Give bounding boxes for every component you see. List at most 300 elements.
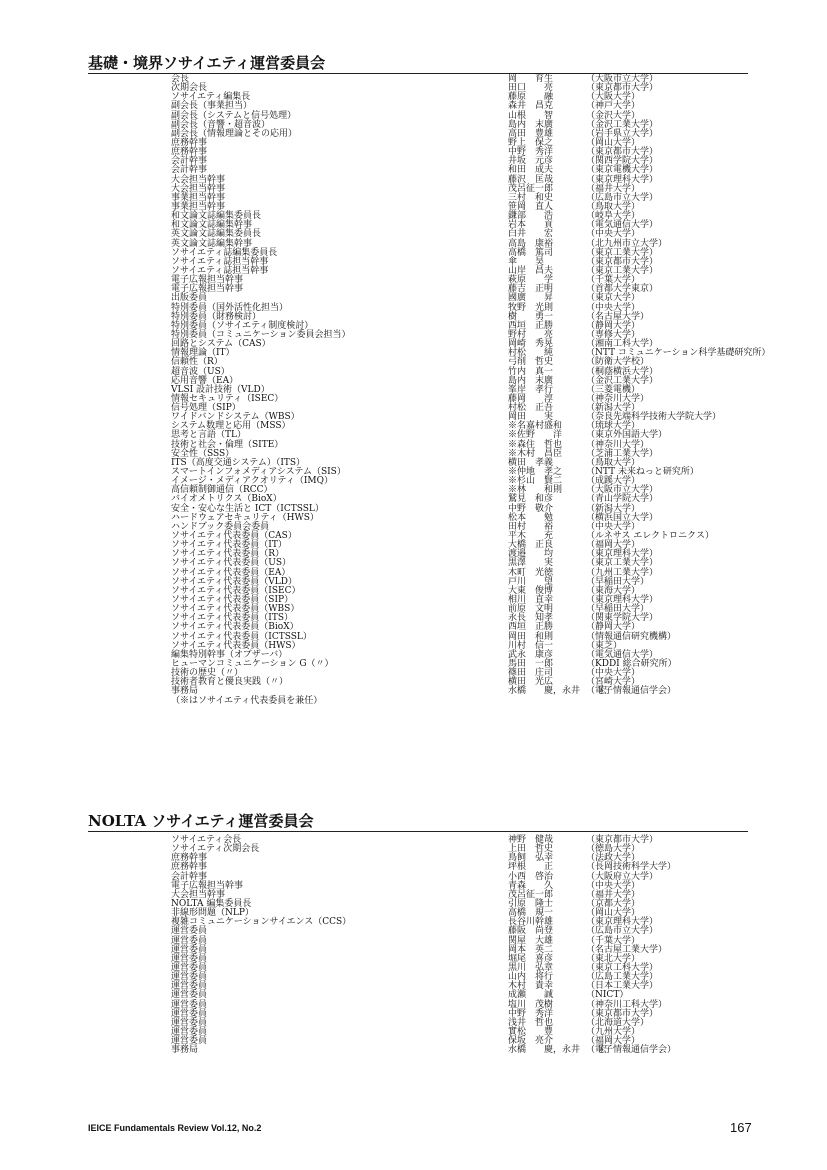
role-label: 庶務幹事 — [171, 147, 208, 158]
member-name: 和田 成夫 — [508, 165, 554, 176]
role-label: VLSI 設計技術（VLD） — [171, 384, 270, 395]
roster-row — [0, 304, 827, 313]
affiliation-label: （神奈川工科大学） — [586, 999, 668, 1010]
affiliation-label: （九州大学） — [586, 1026, 641, 1037]
roster-row — [0, 891, 827, 900]
role-label: ソサイエティ代表委員（ICTSSL） — [171, 631, 312, 642]
affiliation-label: （防衛大学校） — [586, 357, 650, 368]
affiliation-label: （芝浦工業大学） — [586, 448, 659, 459]
role-label: 会計幹事 — [171, 871, 208, 882]
affiliation-label: （東京工業大学） — [586, 265, 659, 276]
roster-row — [0, 541, 827, 550]
role-label: 特別委員（財務検討） — [171, 311, 262, 322]
member-name: 木村 貴幸 — [508, 981, 554, 992]
role-label: 運営委員 — [171, 972, 208, 983]
affiliation-label: （金沢工業大学） — [586, 119, 659, 130]
member-name: 山岸 昌夫 — [508, 265, 554, 276]
role-label: 運営委員 — [171, 962, 208, 973]
affiliation-label: （横浜国立大学） — [586, 512, 659, 523]
role-label: ソサイエティ代表委員（R） — [171, 549, 285, 560]
affiliation-label: （神奈川大学） — [586, 393, 650, 404]
role-label: ソサイエティ代表委員（ISEC） — [171, 585, 301, 596]
roster-nolta — [0, 836, 827, 1055]
role-label: 副会長（音響・超音波） — [171, 119, 271, 130]
roster-row — [0, 569, 827, 578]
roster-row — [0, 368, 827, 377]
role-label: 運営委員 — [171, 926, 208, 937]
member-name: 村松 正吾 — [508, 403, 554, 414]
roster-row — [0, 358, 827, 367]
roster-row — [0, 121, 827, 130]
roster-row — [0, 230, 827, 239]
member-name: 神野 健哉 — [508, 835, 554, 845]
affiliation-label: （東京理科大学） — [586, 917, 659, 928]
role-label: ITS（高度交通システム）（ITS） — [171, 457, 306, 468]
roster-row — [0, 873, 827, 882]
role-label: 副会長（事業担当） — [171, 101, 253, 112]
member-name: 前原 文明 — [508, 604, 554, 615]
roster-row — [0, 422, 827, 431]
roster-row — [0, 294, 827, 303]
roster-row — [0, 139, 827, 148]
roster-row — [0, 130, 827, 139]
roster-row — [0, 285, 827, 294]
affiliation-label: （宮崎大学） — [586, 677, 641, 688]
role-label: 会計幹事 — [171, 165, 208, 176]
affiliation-label: （大阪市立大学） — [586, 485, 659, 496]
member-name: 萩原 学 — [508, 275, 554, 286]
role-label: ソサイエティ代表委員（BioX） — [171, 622, 299, 633]
member-name: 田村 裕 — [508, 521, 554, 532]
affiliation-label: （湘南工科大学） — [586, 339, 659, 350]
affiliation-label: （鳥取大学） — [586, 457, 641, 468]
affiliation-label: （大阪府立大学） — [586, 871, 659, 882]
affiliation-label: （広島市立大学） — [586, 926, 659, 937]
member-name: ※林 和則 — [508, 485, 563, 496]
member-name: 黒澤 実 — [508, 558, 554, 569]
member-name: 平木 充 — [508, 531, 554, 542]
roster-row — [0, 1010, 827, 1019]
role-label: イメージ・メディアクオリティ（IMQ） — [171, 476, 333, 487]
roster-row — [0, 495, 827, 504]
roster-row — [0, 486, 827, 495]
member-name: 横田 孝義 — [508, 457, 554, 468]
member-name: 成瀬 誠 — [508, 990, 554, 1001]
affiliation-label: （福岡大学） — [586, 540, 641, 551]
member-name: 岡本 英二 — [508, 944, 554, 955]
role-label: 特別委員（ソサイエティ制度検討） — [171, 320, 314, 331]
roster-row — [0, 468, 827, 477]
role-label: 技術者教育と優良実践（〃） — [171, 677, 289, 688]
roster-row — [0, 1037, 827, 1046]
role-label: 運営委員 — [171, 999, 208, 1010]
affiliation-label: （ルネサス エレクトロニクス） — [586, 531, 714, 542]
member-name: 鳥飼 弘幸 — [508, 853, 554, 864]
role-label: ソサイエティ代表委員（HWS） — [171, 640, 301, 651]
member-name: 高島 康裕 — [508, 238, 554, 249]
role-label: （※はソサイエティ代表委員を兼任） — [171, 695, 323, 706]
role-label: 事務局 — [171, 1045, 199, 1056]
member-name: 島内 末廣 — [508, 119, 554, 130]
role-label: 情報セキュリティ（ISEC） — [171, 393, 284, 404]
page-number: 167 — [730, 1120, 752, 1135]
affiliation-label: （東芝） — [586, 640, 623, 651]
role-label: ソサイエティ誌担当幹事 — [171, 256, 269, 267]
affiliation-label: （早稲田大学） — [586, 576, 650, 587]
affiliation-label: （神戸大学） — [586, 101, 641, 112]
role-label: 出版委員 — [171, 293, 208, 304]
roster-row — [0, 441, 827, 450]
member-name: 鎌部 浩 — [508, 211, 554, 222]
affiliation-label: （成蹊大学） — [586, 476, 641, 487]
member-name: 戸川 望 — [508, 576, 554, 587]
roster-row — [0, 651, 827, 660]
role-label: 大会担当幹事 — [171, 174, 226, 185]
affiliation-label: （東京理科大学） — [586, 595, 659, 606]
roster-row — [0, 1001, 827, 1010]
roster-row — [0, 532, 827, 541]
member-name: 岡崎 秀晃 — [508, 339, 554, 350]
roster-row — [0, 148, 827, 157]
roster-row — [0, 927, 827, 936]
affiliation-label: （NTT コミュニケーション科学基礎研究所） — [586, 348, 771, 359]
member-name: 笹岡 直人 — [508, 201, 554, 212]
member-name: 塩川 茂樹 — [508, 999, 554, 1010]
roster-row — [0, 854, 827, 863]
role-label: 運営委員 — [171, 981, 208, 992]
member-name: 岩本 貢 — [508, 220, 554, 231]
role-label: 回路とシステム（CAS） — [171, 339, 271, 350]
roster-row — [0, 614, 827, 623]
member-name: 森井 昌克 — [508, 101, 554, 112]
role-label: 運営委員 — [171, 990, 208, 1001]
affiliation-label: （電子情報通信学会） — [586, 686, 677, 697]
role-label: 庶務幹事 — [171, 853, 208, 864]
roster-row — [0, 863, 827, 872]
member-name: 保坂 亮介 — [508, 1036, 554, 1047]
member-name: 島内 末廣 — [508, 375, 554, 386]
role-label: 編集特別幹事（オブザーバ） — [171, 649, 288, 660]
role-label: 事業担当幹事 — [171, 201, 226, 212]
role-label: バイオメトリクス（BioX） — [171, 494, 282, 505]
roster-row — [0, 84, 827, 93]
member-name: 渡邉 均 — [508, 549, 554, 560]
role-label: 大会担当幹事 — [171, 183, 226, 194]
roster-row — [0, 377, 827, 386]
roster-row — [0, 194, 827, 203]
roster-row — [0, 450, 827, 459]
section-title-nolta: NOLTA ソサイエティ運営委員会 — [88, 812, 748, 832]
roster-row — [0, 991, 827, 1000]
role-label: ソサイエティ代表委員（VLD） — [171, 576, 297, 587]
member-name: 中野 秀洋 — [508, 147, 554, 158]
role-label: 次期会長 — [171, 83, 208, 94]
member-name: 水橋 慶，永井 宏 — [508, 1045, 608, 1056]
affiliation-label: （千葉大学） — [586, 935, 641, 946]
role-label: NOLTA 編集委員長 — [171, 898, 252, 909]
affiliation-label: （新潟大学） — [586, 403, 641, 414]
roster-row — [0, 964, 827, 973]
roster-row — [0, 633, 827, 642]
role-label: 会計幹事 — [171, 156, 208, 167]
affiliation-label: （東京工業大学） — [586, 558, 659, 569]
affiliation-label: （広島工業大学） — [586, 972, 659, 983]
role-label: 運営委員 — [171, 944, 208, 955]
member-name: 弓削 哲史 — [508, 357, 554, 368]
role-label: 会長 — [171, 74, 190, 84]
member-name: 藤阪 尚登 — [508, 926, 554, 937]
roster-row — [0, 313, 827, 322]
roster-row — [0, 836, 827, 845]
roster-row — [0, 882, 827, 891]
member-name: 高田 豊雄 — [508, 128, 554, 139]
affiliation-label: （金沢大学） — [586, 110, 641, 121]
member-name: 大橋 正良 — [508, 540, 554, 551]
member-name: 水橋 慶，永井 宏 — [508, 686, 608, 697]
member-name: ※杉山 賢二 — [508, 476, 563, 487]
member-name: 西垣 正勝 — [508, 320, 554, 331]
role-label: ソサイエティ次期会長 — [171, 844, 260, 855]
role-label: ソサイエティ代表委員（ITS） — [171, 613, 294, 624]
roster-row — [0, 75, 827, 84]
affiliation-label: （東京都市大学） — [586, 147, 659, 158]
role-label: 非線形問題（NLP） — [171, 908, 254, 919]
affiliation-label: （東京工業大学） — [586, 247, 659, 258]
role-label: ワイドバンドシステム（WBS） — [171, 412, 300, 423]
roster-row — [0, 687, 827, 696]
role-label: 副会長（情報理論とその応用） — [171, 128, 298, 139]
roster-row — [0, 157, 827, 166]
affiliation-label: （東京工科大学） — [586, 962, 659, 973]
member-name: 長谷川幹雄 — [508, 917, 554, 928]
roster-row — [0, 973, 827, 982]
role-label: 庶務幹事 — [171, 137, 208, 148]
member-name: 實松 豊 — [508, 1026, 554, 1037]
member-name: 馬田 一郎 — [508, 659, 554, 669]
member-name: 岡 育生 — [508, 74, 554, 84]
affiliation-label: （中央大学） — [586, 880, 641, 891]
affiliation-label: （東北大学） — [586, 953, 641, 964]
member-name: 鷲見 和彦 — [508, 494, 554, 505]
member-name: ※仲地 孝之 — [508, 467, 563, 478]
member-name: ※佐野 洋 — [508, 430, 563, 441]
roster-row — [0, 1019, 827, 1028]
affiliation-label: （桐蔭横浜大学） — [586, 366, 659, 377]
role-label: 電子広報担当幹事 — [171, 880, 244, 891]
member-name: 相川 直幸 — [508, 595, 554, 606]
affiliation-label: （東京都市大学） — [586, 83, 659, 94]
affiliation-label: （北九州市立大学） — [586, 238, 668, 249]
role-label: ソサイエティ誌編集委員長 — [171, 247, 278, 258]
member-name: 藤原 融 — [508, 92, 554, 103]
affiliation-label: （東京都市大学） — [586, 835, 659, 845]
roster-row — [0, 678, 827, 687]
member-name: 高橋 規一 — [508, 908, 554, 919]
affiliation-label: （九州工業大学） — [586, 567, 659, 578]
roster-row — [0, 386, 827, 395]
roster-row — [0, 1046, 827, 1055]
role-label: 安全・安心な生活と ICT（ICTSSL） — [171, 503, 324, 514]
role-label: 超音波（US） — [171, 366, 230, 377]
roster-row — [0, 203, 827, 212]
member-name: 竹内 真一 — [508, 366, 554, 377]
roster-fundamentals — [0, 75, 827, 706]
member-name: 白井 宏 — [508, 229, 554, 240]
roster-row — [0, 249, 827, 258]
role-label: 庶務幹事 — [171, 862, 208, 873]
role-label: ソサイエティ編集長 — [171, 92, 251, 103]
affiliation-label: （東海大学） — [586, 585, 641, 596]
member-name: 茂呂征一郎 — [508, 183, 554, 194]
member-name: ※森住 哲也 — [508, 439, 563, 450]
member-name: 岡田 和則 — [508, 631, 554, 642]
roster-row — [0, 559, 827, 568]
roster-row — [0, 505, 827, 514]
affiliation-label: （東京外国語大学） — [586, 430, 668, 441]
role-label: 運営委員 — [171, 1008, 208, 1019]
affiliation-label: （関西学院大学） — [586, 156, 659, 167]
roster-row — [0, 221, 827, 230]
roster-row — [0, 349, 827, 358]
member-name: 小西 啓治 — [508, 871, 554, 882]
roster-row — [0, 240, 827, 249]
affiliation-label: （KDDI 総合研究所） — [586, 659, 677, 669]
roster-row — [0, 937, 827, 946]
roster-row — [0, 258, 827, 267]
member-name: 武永 康彦 — [508, 649, 554, 660]
roster-row — [0, 431, 827, 440]
role-label: 運営委員 — [171, 935, 208, 946]
member-name: 井坂 元彦 — [508, 156, 554, 167]
role-label: 副会長（システムと信号処理） — [171, 110, 297, 121]
member-name: 野上 保之 — [508, 137, 554, 148]
affiliation-label: （岐阜大学） — [586, 211, 641, 222]
member-name: 中野 敬介 — [508, 503, 554, 514]
affiliation-label: （福井大学） — [586, 183, 641, 194]
member-name: 田口 亮 — [508, 83, 554, 94]
role-label: 技術と社会・倫理（SITE） — [171, 439, 284, 450]
member-name: ※名嘉村盛和 — [508, 421, 563, 432]
affiliation-label: （新潟大学） — [586, 503, 641, 514]
roster-row — [0, 605, 827, 614]
affiliation-label: （NICT） — [586, 990, 629, 1001]
roster-row — [0, 982, 827, 991]
affiliation-label: （広島市立大学） — [586, 192, 659, 203]
roster-row — [0, 413, 827, 422]
member-name: 藤岡 淳 — [508, 393, 554, 404]
member-name: 堀尾 喜彦 — [508, 953, 554, 964]
role-label: 電子広報担当幹事 — [171, 284, 244, 295]
role-label: 思考と言語（TL） — [171, 430, 246, 441]
role-label: 技術の歴史（〃） — [171, 668, 244, 679]
roster-row — [0, 660, 827, 669]
member-name: 野村 亮 — [508, 329, 554, 340]
role-label: 特別委員（国外活性化担当） — [171, 302, 289, 313]
roster-row — [0, 623, 827, 632]
role-label: 和文論文誌編集委員長 — [171, 211, 262, 222]
role-label: 情報理論（IT） — [171, 348, 235, 359]
affiliation-label: （静岡大学） — [586, 320, 641, 331]
member-name: 青森 久 — [508, 880, 554, 891]
member-name: 傘 昊 — [508, 256, 545, 267]
affiliation-label: （中央大学） — [586, 668, 641, 679]
member-name: 大東 俊博 — [508, 585, 554, 596]
role-label: 大会担当幹事 — [171, 889, 226, 900]
roster-row — [0, 514, 827, 523]
member-name: 篠田 庄司 — [508, 668, 554, 679]
member-name: 樹 勇一 — [508, 311, 554, 322]
role-label: ヒューマンコミュニケーション G（〃） — [171, 659, 334, 669]
role-label: 応用音響（EA） — [171, 375, 239, 386]
affiliation-label: （早稲田大学） — [586, 604, 650, 615]
role-label: ソサイエティ代表委員（CAS） — [171, 531, 297, 542]
role-label: スマートインフォメディアシステム（SIS） — [171, 467, 346, 478]
roster-row — [0, 587, 827, 596]
member-name: 村松 純 — [508, 348, 554, 359]
affiliation-label: （中央大学） — [586, 229, 641, 240]
affiliation-label: （北海道大学） — [586, 1017, 650, 1028]
roster-row — [0, 185, 827, 194]
roster-row — [0, 550, 827, 559]
role-label: 運営委員 — [171, 1017, 208, 1028]
roster-row — [0, 845, 827, 854]
member-name: 山根 智 — [508, 110, 554, 121]
roster-row — [0, 1028, 827, 1037]
member-name: 藤吉 正明 — [508, 284, 554, 295]
member-name: 三村 和史 — [508, 192, 554, 203]
roster-row — [0, 955, 827, 964]
roster-row — [0, 459, 827, 468]
role-label: 信頼性（R） — [171, 357, 223, 368]
affiliation-label: （首都大学東京） — [586, 284, 659, 295]
affiliation-label: （大阪市立大学） — [586, 74, 659, 84]
member-name: 中野 秀洋 — [508, 1008, 554, 1019]
member-name: 永長 知孝 — [508, 613, 554, 624]
affiliation-label: （東京理科大学） — [586, 549, 659, 560]
affiliation-label: （岩手県立大学） — [586, 128, 659, 139]
affiliation-label: （福岡大学） — [586, 1036, 641, 1047]
role-label: 信号処理（SIP） — [171, 403, 241, 414]
roster-row — [0, 112, 827, 121]
affiliation-label: （金沢工業大学） — [586, 375, 659, 386]
affiliation-label: （徳島大学） — [586, 844, 641, 855]
roster-row — [0, 267, 827, 276]
affiliation-label: （電気通信大学） — [586, 649, 659, 660]
roster-row — [0, 642, 827, 651]
roster-row — [0, 946, 827, 955]
role-label: 英文論文誌編集幹事 — [171, 238, 253, 249]
affiliation-label: （京都大学） — [586, 898, 641, 909]
roster-row — [0, 102, 827, 111]
affiliation-label: （東京大学） — [586, 293, 641, 304]
affiliation-label: （大阪大学） — [586, 92, 641, 103]
member-name: 國廣 昇 — [508, 293, 554, 304]
affiliation-label: （東京電機大学） — [586, 165, 659, 176]
member-name: 西垣 正勝 — [508, 622, 554, 633]
affiliation-label: （電子情報通信学会） — [586, 1045, 677, 1056]
member-name: 川村 信一 — [508, 640, 554, 651]
member-name: 山内 将行 — [508, 972, 554, 983]
affiliation-label: （日本工業大学） — [586, 981, 659, 992]
affiliation-label: （琉球大学） — [586, 421, 641, 432]
member-name: 引原 隆士 — [508, 898, 554, 909]
role-label: ソサイエティ代表委員（SIP） — [171, 595, 294, 606]
section-title-fundamentals: 基礎・境界ソサイエティ運営委員会 — [88, 54, 748, 74]
member-name: 岡田 実 — [508, 412, 554, 423]
affiliation-label: （関東学院大学） — [586, 613, 659, 624]
affiliation-label: （福井大学） — [586, 889, 641, 900]
role-label: 英文論文誌編集委員長 — [171, 229, 262, 240]
